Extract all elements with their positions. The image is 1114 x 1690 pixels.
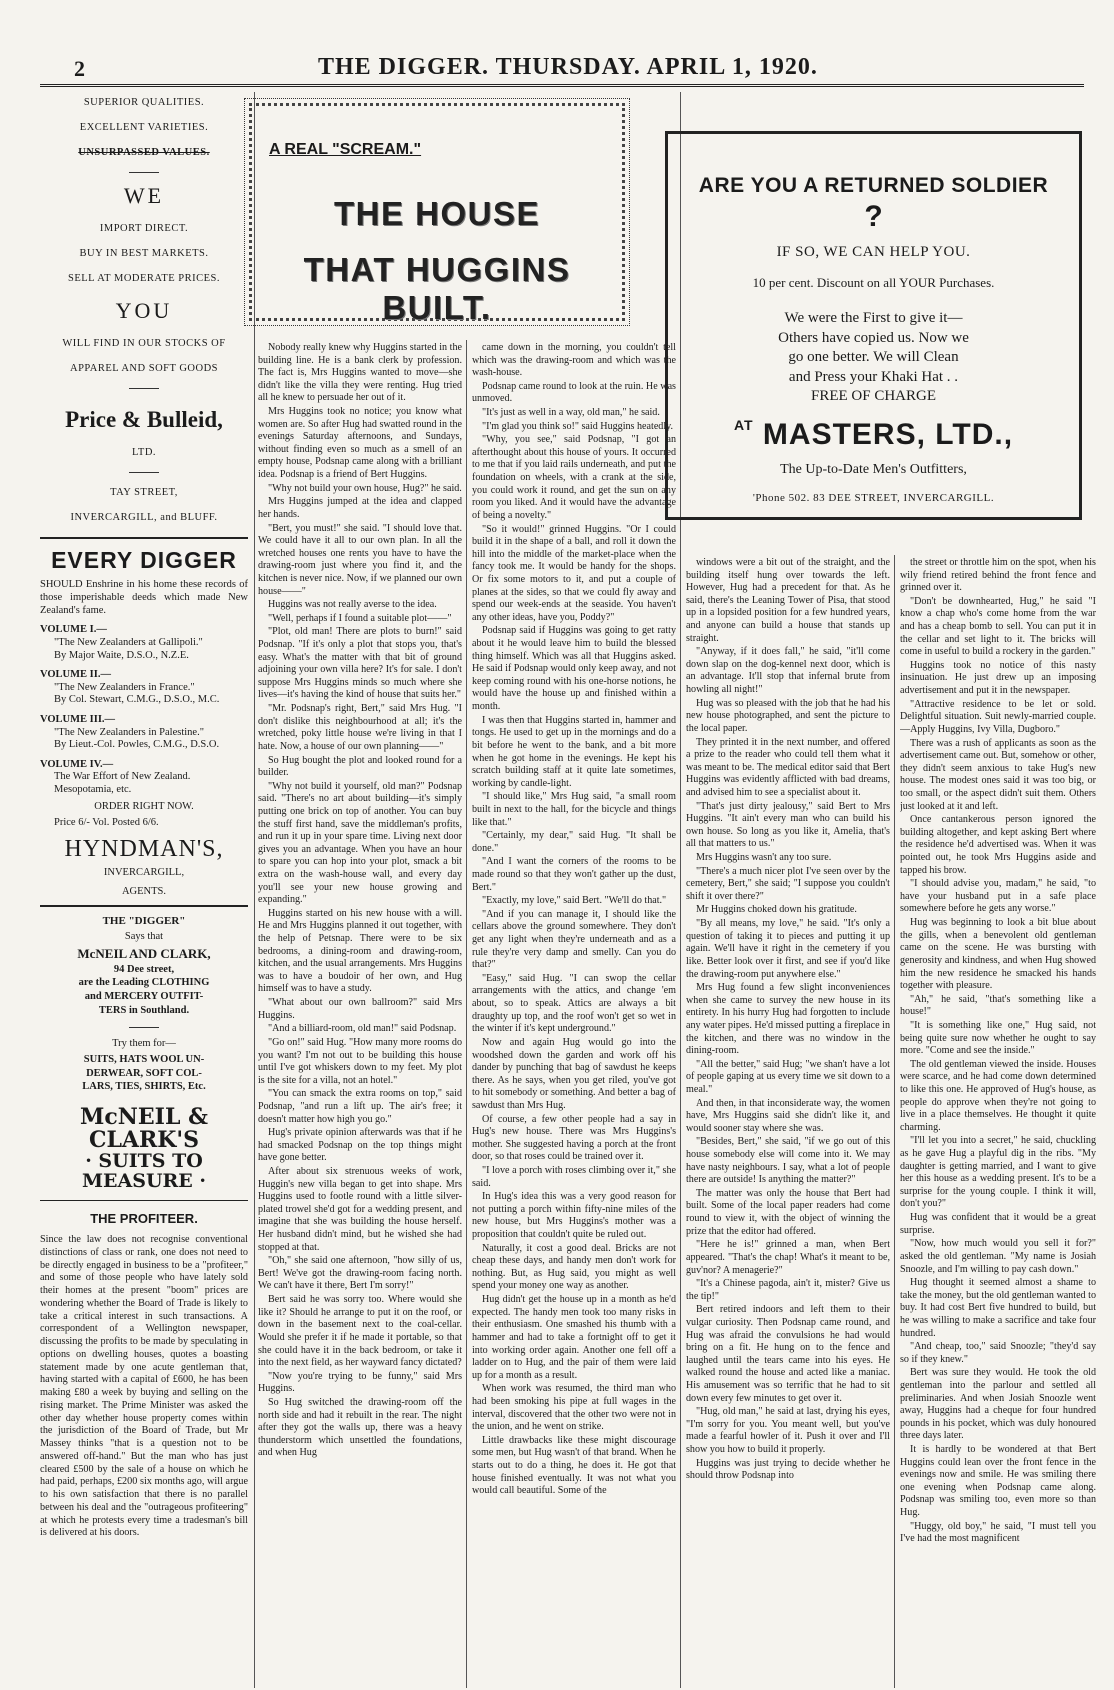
story-paragraph: Mr Huggins choked down his gratitude. xyxy=(696,904,857,916)
story-paragraph: "Huggy, old boy," he said, "I must tell you I've had the most magnificent xyxy=(900,1520,1096,1545)
ad-body-line: FREE OF CHARGE xyxy=(810,388,937,404)
every-digger-heading: EVERY DIGGER xyxy=(51,547,237,573)
masters-ad xyxy=(665,131,1082,520)
masthead-rule xyxy=(40,84,1084,87)
ad-line: APPAREL AND SOFT GOODS xyxy=(69,363,219,374)
story-paragraph: Podsnap came round to look at the ruin. He was unmoved. xyxy=(472,380,676,405)
ad-body xyxy=(684,309,1063,407)
volume-line: By Major Waite, D.S.O., N.Z.E. xyxy=(54,649,189,661)
mcneil-line: are the Leading CLOTHING xyxy=(78,977,210,989)
story-paragraph: "I'm glad you think so!" said Huggins heatedly. xyxy=(482,420,674,432)
story-paragraph: "Now you're trying to be funny," said Mrs Huggins. xyxy=(258,1370,462,1395)
story-paragraph: It is hardly to be wondered at that Bert Huggins could lean over the front fence in the evenings now and smile. He was smiling there one evening when Podsnap came along. Podsnap was smiling too, even more so than Hug. xyxy=(900,1444,1096,1519)
volume-entry xyxy=(40,759,248,830)
mcneil-name: McNEIL AND CLARK, xyxy=(77,945,211,961)
story-paragraph: came down in the morning, you couldn't tell which was the drawing-room and which was the wash-house. xyxy=(472,342,676,379)
ad-line: SUPERIOR QUALITIES. xyxy=(83,97,205,108)
divider xyxy=(129,172,159,173)
story-paragraph: When work was resumed, the third man who had been smoking his pipe at full wages in the interval, discovered that the other two were not in the union, and he went on strike. xyxy=(472,1383,676,1433)
story-paragraph: "Why not build your own house, Hug?" he said. xyxy=(268,482,462,494)
story-paragraph: Mrs Hug found a few slight inconveniences when she came to survey the new house in its entirety. In his hurry Hug had forgotten to include any water pipes. He'd missed putting a fireplace in the kitchen, and there was no window in the dining-room. xyxy=(686,982,890,1057)
story-paragraph: "You can smack the extra rooms on top," said Podsnap, "and run a lift up. The air's free; it doesn't matter how high you go." xyxy=(258,1088,462,1125)
story-paragraph: Bert was sure they would. He took the old gentleman into the parlour and settled all preliminaries. And when Josiah Snoozle went away, Huggins had a cheque for four hundred pounds in his pocket, which was duly honoured three days later. xyxy=(900,1367,1096,1442)
story-paragraph: "That's just dirty jealousy," said Bert to Mrs Huggins. "It ain't every man who can build his own house. So long as you like it, Amelia, that's all that matters to us." xyxy=(686,800,890,850)
story-paragraph: In Hug's idea this was a very good reason for not putting a porch within fifty-nine miles of the new house, but Mrs Huggins's mother was a proposition that couldn't quite be ruled out. xyxy=(472,1191,676,1241)
story-paragraph: "Anyway, if it does fall," he said, "it'll come down slap on the dog-kennel next door, which is an advantage. It'll stop that infernal brute from howling all night!" xyxy=(686,646,890,696)
story-paragraph: Once cantankerous person ignored the building altogether, and kept asking Bert where the residence he'd advertised was. When it was pointed out, he took Mrs Huggins aside and tapped his brow. xyxy=(900,814,1096,876)
story-paragraph: Hug didn't get the house up in a month as he'd expected. The handy men took too many risks in their enthusiasm. One smashed his thumb with a hammer and had to take a fortnight off to get it into working order again. Another one fell off a ladder on to Hug, and the pair of them were laid up for a month as a result. xyxy=(472,1294,676,1381)
column-rule-1 xyxy=(254,92,255,1688)
story-paragraph: I was then that Huggins started in, hammer and tongs. He used to get up in the mornings and do a bit before he went to the bank, and a bit more when he got home in the evenings. He kept his scratch building staff at it quite late sometimes, working by candle-light. xyxy=(472,714,676,789)
ad-body-line: go one better. We will Clean xyxy=(788,349,959,365)
story-paragraph: "Oh," she said one afternoon, "how silly of us, Bert! We've got the drawing-room facing north. We can't have it there, Bert I'm sorry!" xyxy=(258,1255,462,1292)
story-paragraph: "And I want the corners of the rooms to be made round so that they won't gather up the dust, Bert." xyxy=(472,856,676,893)
story-paragraph: The matter was only the house that Bert had built. Some of the local paper readers had come round to view it, with the object of winning the prize that the editor had offered. xyxy=(686,1187,890,1237)
story-paragraph: Huggins was just trying to decide whether he should throw Podsnap into xyxy=(686,1457,890,1482)
story-paragraph: Little drawbacks like these might discourage some men, but Hug wasn't of that brand. When he starts out to do a thing, he does it. He got that house finished eventually. It was not what you would call beautiful. Some of the xyxy=(472,1434,676,1497)
mcneil-clark-ad xyxy=(40,915,248,1192)
column-rule-4 xyxy=(894,555,895,1688)
ad-line: SELL AT MODERATE PRICES. xyxy=(67,273,221,284)
column-rule-2 xyxy=(466,340,467,1688)
story-paragraph: Huggins started on his new house with a will. He and Mrs Huggins planned it out together, with the help of Petsnap. There were to be six bedrooms, a dining-room and drawing-room, kitchen, and the usual arrangements. Mrs Huggins was to have a boudoir of her own, and Hug himself was to have a study. xyxy=(258,907,462,995)
ad-you: YOU xyxy=(115,298,173,323)
story-headline-box xyxy=(244,98,630,326)
story-paragraph: "Plot, old man! There are plots to burn!" said Podsnap. "If it's only a plot that stops you, that's easy. What's the matter with that bit of ground adjoining your own villa here? It's for sale. I don't suppose Mrs Huggins minds so much where she lives—it's having the kind of house that suits her." xyxy=(258,626,462,701)
story-paragraph: "All the better," said Hug; "we shan't have a lot of people gaping at us every time we sit down to a meal." xyxy=(686,1058,890,1095)
mcneil-line: TERS in Southland. xyxy=(98,1004,190,1016)
story-paragraph: "By all means, my love," he said. "It's only a question of taking it to pieces and putting it up again. We'll have it right in the cemetery if you like. Better look over it first, and see if you'd like the drawing-room put anywhere else." xyxy=(686,918,890,980)
story-paragraph: And then, in that inconsiderate way, the women have, Mrs Huggins said she didn't like it, and would sooner stay where she was. xyxy=(686,1097,890,1134)
story-column-2 xyxy=(472,342,676,1688)
volume-title: VOLUME IV.— xyxy=(40,758,114,770)
hyndman-brand: HYNDMAN'S, xyxy=(64,835,224,862)
ad-at: AT xyxy=(733,416,754,433)
price-line: Price 6/- Vol. Posted 6/6. xyxy=(54,817,159,829)
volume-line: By Lieut.-Col. Powles, C.M.G., D.S.O. xyxy=(54,739,220,751)
mcneil-address: 94 Dee street, xyxy=(113,963,175,975)
every-digger-intro: SHOULD Enshrine in his home these records of those imperishable deeds which made New Zealand's fame. xyxy=(40,579,248,617)
ad-line: EXCELLENT VARIETIES. xyxy=(79,122,209,133)
mcneil-goods: SUITS, HATS WOOL UN- xyxy=(83,1054,205,1066)
story-paragraph: "I'll let you into a secret," he said, chuckling as he gave Hug a playful dig in the ribs. "My daughter is getting married, and I want to give her this house as a wedding present. It's to be a surprise for the young couple. I think it will, don't you?" xyxy=(900,1135,1096,1210)
story-paragraph: Hug was so pleased with the job that he had his new house photographed, and sent the picture to the local paper. xyxy=(686,697,890,734)
story-paragraph: "And a billiard-room, old man!" said Podsnap. xyxy=(268,1023,457,1035)
story-column-4 xyxy=(900,557,1096,1688)
volume-line: The War Effort of New Zealand. xyxy=(54,771,191,783)
volume-title: VOLUME II.— xyxy=(40,669,111,681)
mcneil-logo-line2: · SUITS TO MEASURE · xyxy=(81,1150,207,1193)
story-paragraph: Naturally, it cost a good deal. Bricks are not cheap these days, and handy men don't work for nothing. But, as Hug said, you might as well spend your money one way as another. xyxy=(472,1242,676,1292)
ad-line: UNSURPASSED VALUES. xyxy=(78,147,210,158)
story-paragraph: Podsnap said if Huggins was going to get ratty about it he would leave him to build the blessed thing himself. Which was all that Huggins asked. He said if Podsnap would only keep away, and not keep coming round with his one-horse notions, he would have the house up and finished within a month. xyxy=(472,625,676,713)
story-paragraph: "It's just as well in a way, old man," he said. xyxy=(482,407,660,419)
story-paragraph: Hug thought it seemed almost a shame to take the money, but the old gentleman wanted to buy. It had cost Bert five hundred to build, but he was willing to make a sacrifice and take four hundred. xyxy=(900,1277,1096,1339)
story-paragraph: "Go on!" said Hug. "How many more rooms do you want? I'm not out to be building this house until I've got whiskers down to my feet. My plot is the site for a villa, not an hotel." xyxy=(258,1036,462,1086)
try-them: Try them for— xyxy=(112,1038,176,1050)
digger-says-heading: THE "DIGGER" xyxy=(102,914,186,927)
story-paragraph: "Well, perhaps if I found a suitable plot——" xyxy=(268,612,452,624)
volume-title: VOLUME III.— xyxy=(40,713,116,725)
price-bulleid-brand: Price & Bulleid, xyxy=(65,407,223,432)
masters-name: MASTERS, LTD., xyxy=(762,417,1014,451)
agents-line: AGENTS. xyxy=(121,885,167,897)
mcneil-line: and MERCERY OUTFIT- xyxy=(84,990,204,1002)
says-that: Says that xyxy=(124,930,164,942)
divider xyxy=(129,388,159,389)
ad-question: ARE YOU A RETURNED SOLDIER xyxy=(698,174,1049,197)
story-paragraph: "It is something like one," Hug said, not being quite sure now whether he ought to say more. "Come and see the inside." xyxy=(900,1019,1096,1057)
story-paragraph: "And cheap, too," said Snoozle; "they'd say so if they knew." xyxy=(900,1341,1096,1365)
ad-body-line: and Press your Khaki Hat . . xyxy=(788,368,959,385)
story-paragraph: "Besides, Bert," she said, "if we go out of this house somebody else will come into it. We may have nasty neighbours. I say, what a lot of people there are outside! Is anything the matter?" xyxy=(686,1136,890,1186)
story-paragraph: "Exactly, my love," said Bert. "We'll do that." xyxy=(482,895,667,907)
ad-body-line: Others have copied us. Now we xyxy=(778,329,969,346)
story-paragraph: After about six strenuous weeks of work, Huggin's new villa began to get into shape. Mrs Huggins used to footle round with a little silver-plated trowel she'd got for a wedding present, and imagine that she was building the house herself. Her husband didn't mind, but he wished she had stopped at that. xyxy=(258,1166,462,1253)
story-paragraph: Of course, a few other people had a say in Hug's new house. There was Mrs Huggins's mother. She suggested having a porch at the front door, so that roses could be trained over it. xyxy=(472,1113,676,1163)
story-paragraph: "So it would!" grinned Huggins. "Or I could build it in the shape of a ball, and roll it down the hill into the middle of the market-place when the fancy took me. It would be handy for the shops. Or fix some motors to it, and put a couple of planes at the sides, so that we could fly away and spend our week-ends at the seaside. You haven't any other ideas, have you, Poddy?" xyxy=(472,523,676,623)
story-paragraph: Mrs Huggins jumped at the idea and clapped her hands. xyxy=(258,496,462,520)
volume-line: "The New Zealanders in France." xyxy=(54,681,195,693)
story-paragraph: "Attractive residence to be let or sold. Delightful situation. Suit newly-married couple.—Apply Huggins, Ivy Villa, Dugboro." xyxy=(900,698,1096,735)
ad-line: TAY STREET, xyxy=(110,487,178,498)
volume-entry xyxy=(40,624,248,662)
profiteer-article xyxy=(40,1211,248,1540)
story-paragraph: Hug was beginning to look a bit blue about the gills, when a benevolent old gentleman came on the scene. He was bursting with generosity and kindness, and when Hug showed him the new residence he smacked his hands together with pleasure. xyxy=(900,917,1096,992)
ad-help: IF SO, WE CAN HELP YOU. xyxy=(776,244,971,260)
mcneil-goods: LARS, TIES, SHIRTS, Etc. xyxy=(82,1081,206,1093)
mcneil-logo xyxy=(40,1106,248,1192)
profiteer-heading: THE PROFITEER. xyxy=(90,1211,198,1227)
every-digger-ad xyxy=(40,547,248,897)
ad-line: INVERCARGILL, and BLUFF. xyxy=(70,512,218,523)
order-line: ORDER RIGHT NOW. xyxy=(94,800,194,812)
story-paragraph: Bert said he was sorry too. Where would she like it? Should he arrange to put it on the roof, or down in the basement next to the coal-cellar. Would she prefer it if he made it portable, so that she could have it in the back bedroom, or take it into the next field, as her wayward fancy dictated? xyxy=(258,1294,462,1369)
volume-entry xyxy=(40,714,248,752)
story-column-1 xyxy=(258,342,462,1688)
ad-body-line: We were the First to give it— xyxy=(784,310,963,326)
story-paragraph: "Don't be downhearted, Hug," he said "I know a chap who's come home from the war and has a cheap bomb to sell. You can put it in the cellar and set light to it. The bricks will come in useful to build a rockery in the garden." xyxy=(900,595,1096,658)
story-paragraph: "Why, you see," said Podsnap, "I got an afterthought about this house of yours. It occurred to me that if you laid rails underneath, and put the foundation on wheels, with a crank at the side, you could work it round, and get the sun on any room you liked. And it would have the advantage of being a novelty." xyxy=(472,434,676,521)
story-paragraph: "It's a Chinese pagoda, ain't it, mister? Give us the tip!" xyxy=(686,1278,890,1302)
page-number: 2 xyxy=(74,56,85,81)
story-paragraph: Nobody really knew why Huggins started in the building line. He is a bank clerk by profession. The fact is, Mrs Huggins wanted to move—she didn't like the villa they were renting. Hug tried all he knew to persuade her out of it. xyxy=(258,342,462,404)
story-column-3 xyxy=(686,557,890,1688)
masters-firm xyxy=(684,417,1063,452)
story-paragraph: "Easy," said Hug. "I can swop the cellar arrangements with the attics, and change 'em about, so to speak. Attics are always a bit draughty up top, and the roof won't get so wet in the winter if it's kept underground." xyxy=(472,972,676,1035)
story-kicker: A REAL "SCREAM." xyxy=(269,141,422,158)
story-paragraph: Huggins was not really averse to the idea. xyxy=(268,599,437,611)
agent-town: INVERCARGILL, xyxy=(103,866,185,878)
masthead xyxy=(0,0,1114,88)
story-paragraph: "And if you can manage it, I should like the cellars above the ground somewhere. They don't get any light when they're underneath and as a rule they're very damp and smelly. Can you do that?" xyxy=(472,908,676,971)
ad-discount: 10 per cent. Discount on all YOUR Purchases. xyxy=(752,275,995,290)
ad-line: BUY IN BEST MARKETS. xyxy=(79,248,209,259)
volume-line: "The New Zealanders in Palestine." xyxy=(54,726,204,738)
story-paragraph: the street or throttle him on the spot, when his wily friend retired behind the front fence and grinned over it. xyxy=(900,557,1096,594)
ad-line: IMPORT DIRECT. xyxy=(99,223,189,234)
story-paragraph: There was a rush of applicants as soon as the advertisement came out. But, somehow or other, they didn't seem anxious to take Hug's new house. The modest ones said it was too big, or too small, or the aspect didn't suit them. Others just looked at it and left. xyxy=(900,737,1096,812)
story-paragraph: So Hug bought the plot and looked round for a builder. xyxy=(258,754,462,779)
divider xyxy=(129,1027,159,1028)
story-paragraph: Bert retired indoors and left them to their vulgar curiosity. Then Podsnap came round, and Hug was afraid the convulsions he had would bring on a fit. He hung on to the fence and laughed until the tears came into his eyes. He walked round the house and acted like a maniac. His amusement was so terrific that he had to sit down every few minutes to get over it. xyxy=(686,1304,890,1404)
story-paragraph: "I should advise you, madam," he said, "to have your husband put in a safe place somewhere before he gets any worse." xyxy=(900,878,1096,915)
story-paragraph: "Ah," he said, "that's something like a house!" xyxy=(900,993,1096,1018)
volume-line: Mesopotamia, etc. xyxy=(54,783,132,795)
story-paragraph: "Here he is!" grinned a man, when Bert appeared. "That's the chap! What's it meant to be, guv'nor? A menagerie?" xyxy=(686,1239,890,1276)
story-paragraph: windows were a bit out of the straight, and the building itself hung over towards the left. However, Hug had a precedent for that. As he said, there's the Leaning Tower of Pisa, that stood up in a lopsided position for a few hundred years, and anyone can build a house that stands up straight. xyxy=(686,557,890,644)
divider xyxy=(129,472,159,473)
story-headline-1: THE HOUSE xyxy=(333,195,541,232)
story-paragraph: "Mr. Podsnap's right, Bert," said Mrs Hug. "I don't dislike this neighbourhood at all; it's the wretched, poky little house we're living in that I hate. Now, a house of our own planning——" xyxy=(258,703,462,752)
ad-line: WILL FIND IN OUR STOCKS OF xyxy=(62,338,226,349)
section-rule xyxy=(40,1200,248,1201)
story-paragraph: Mrs Huggins wasn't any too sure. xyxy=(696,852,832,864)
price-bulleid-ad xyxy=(40,97,248,523)
section-rule xyxy=(40,537,248,539)
volume-line: By Col. Stewart, C.M.G., D.S.O., M.C. xyxy=(54,694,220,706)
volume-entry xyxy=(40,669,248,707)
volume-line: "The New Zealanders at Gallipoli." xyxy=(54,636,203,648)
story-paragraph: "Now, how much would you sell it for?" asked the old gentleman. "My name is Josiah Snoozle, and I'm willing to pay cash down." xyxy=(900,1238,1096,1275)
volume-title: VOLUME I.— xyxy=(40,624,107,636)
section-rule xyxy=(40,905,248,907)
story-paragraph: So Hug switched the drawing-room off the north side and had it rebuilt in the rear. The night after they got the walls up, there was a heavy thunderstorm which unsettled the foundations, and when Hug xyxy=(258,1396,462,1459)
story-paragraph: Now and again Hug would go into the woodshed down the garden and work off his dander by punching that bag of sawdust he keeps there. As he says, when you get riled, you've got to hit somebody or something. And better a bag of sawdust than Mrs Hug. xyxy=(472,1036,676,1111)
ad-tagline: The Up-to-Date Men's Outfitters, xyxy=(780,461,967,477)
story-paragraph: Hug's private opinion afterwards was that if he had smacked Podsnap on the top things might have gone better. xyxy=(258,1127,462,1164)
story-paragraph: "What about our own ballroom?" said Mrs Huggins. xyxy=(258,997,462,1021)
newspaper-title: THE DIGGER. THURSDAY. APRIL 1, 1920. xyxy=(318,54,818,80)
story-paragraph: "I should like," Mrs Hug said, "a small room built in next to the hall, for the bicycle and things like that." xyxy=(472,791,676,828)
story-paragraph: "Bert, you must!" she said. "I should love that. We could have it all to our own plan. In all the wretched houses one rents you have to have the drawing-room just where you find it, and the kitchen is never nice. Now, if we planned our own house——" xyxy=(258,522,462,597)
profiteer-text: Since the law does not recognise conventional distinctions of class or rank, one does not need to be directly engaged in business to be a "profiteer," and some of those people who have lately sold their homes at the present "boom" prices are wondering whether the Board of Trade is likely to take a critical interest in such transactions. A correspondent of a Wellington newspaper, discussing the profits to be made by speculating in options on dwelling houses, quotes a boasting statement made by one acute gentleman that, having started with a capital of £600, he has been making £80 a week by buying and selling on the rising market. The Prime Minister was asked the other day whether house property comes within the jurisdiction of the Board of Trade, but Mr Massey thinks "that is a question not to be answered off-hand." But the man who has just cleared £500 by the sale of a house on which he had paid, perhaps, £200 six months ago, will argue to his own satisfaction that there is no parallel between his deal and the "outrageous profiteering" at which he protests every time a tradesman's bill is delivered at his doors. xyxy=(40,1234,248,1539)
story-paragraph: "There's a much nicer plot I've seen over by the cemetery, Bert," she said; "I suppose you couldn't shift it over there?" xyxy=(686,865,890,902)
story-paragraph: Hug was confident that it would be a great surprise. xyxy=(900,1212,1096,1236)
ad-line: LTD. xyxy=(131,447,157,458)
ad-question-mark: ? xyxy=(864,200,883,233)
story-paragraph: The old gentleman viewed the inside. Houses were scarce, and he had come down determined to like this one. He approved of Hug's house, as people do approve when they're not going to live in a place themselves. He thought it quite charming. xyxy=(900,1058,1096,1133)
story-headline-2: THAT HUGGINS BUILT. xyxy=(303,251,571,326)
mcneil-logo-line1: McNEIL & CLARK'S xyxy=(80,1104,208,1154)
left-column xyxy=(40,95,248,1687)
mcneil-goods: DERWEAR, SOFT COL- xyxy=(86,1067,202,1079)
story-paragraph: Huggins took no notice of this nasty insinuation. He just drew up an imposing advertisement and put it in the newspaper. xyxy=(900,659,1096,697)
ad-address: 'Phone 502. 83 DEE STREET, INVERCARGILL. xyxy=(752,491,995,504)
story-paragraph: "Certainly, my dear," said Hug. "It shall be done." xyxy=(472,830,676,854)
story-paragraph: "Why not build it yourself, old man?" Podsnap said. "There's no art about building—it's simply putting one brick on top of another. You can buy the stuff first hand, save the middleman's profits, and run it up in your spare time. Living next door gives you an advantage. When you have an hour to spare you can hop into your plot, smack a bit extra on the wash-house wall, and every day you'll see your new house growing and expanding." xyxy=(258,780,462,906)
story-paragraph: Mrs Huggins took no notice; you know what women are. So after Hug had swatted round in the evenings Saturday afternoons, and Sundays, without finding even so much as a smell of an empty house, Podsnap came along with a brilliant idea. Podsnap is a friend of Bert Huggins. xyxy=(258,406,462,481)
story-paragraph: They printed it in the next number, and offered a prize to the reader who could tell them what it was meant to be. The medical editor said that Bert Huggins was evidently afflicted with bad dreams, and advised him to see a specialist about it. xyxy=(686,736,890,798)
ad-we: WE xyxy=(123,183,165,208)
story-paragraph: "I love a porch with roses climbing over it," she said. xyxy=(472,1165,676,1189)
story-paragraph: "Hug, old man," he said at last, drying his eyes, "I'm sorry for you. You meant well, but you've made a fearful howler of it. Push it over and I'll show you how to build it properly. xyxy=(686,1406,890,1456)
